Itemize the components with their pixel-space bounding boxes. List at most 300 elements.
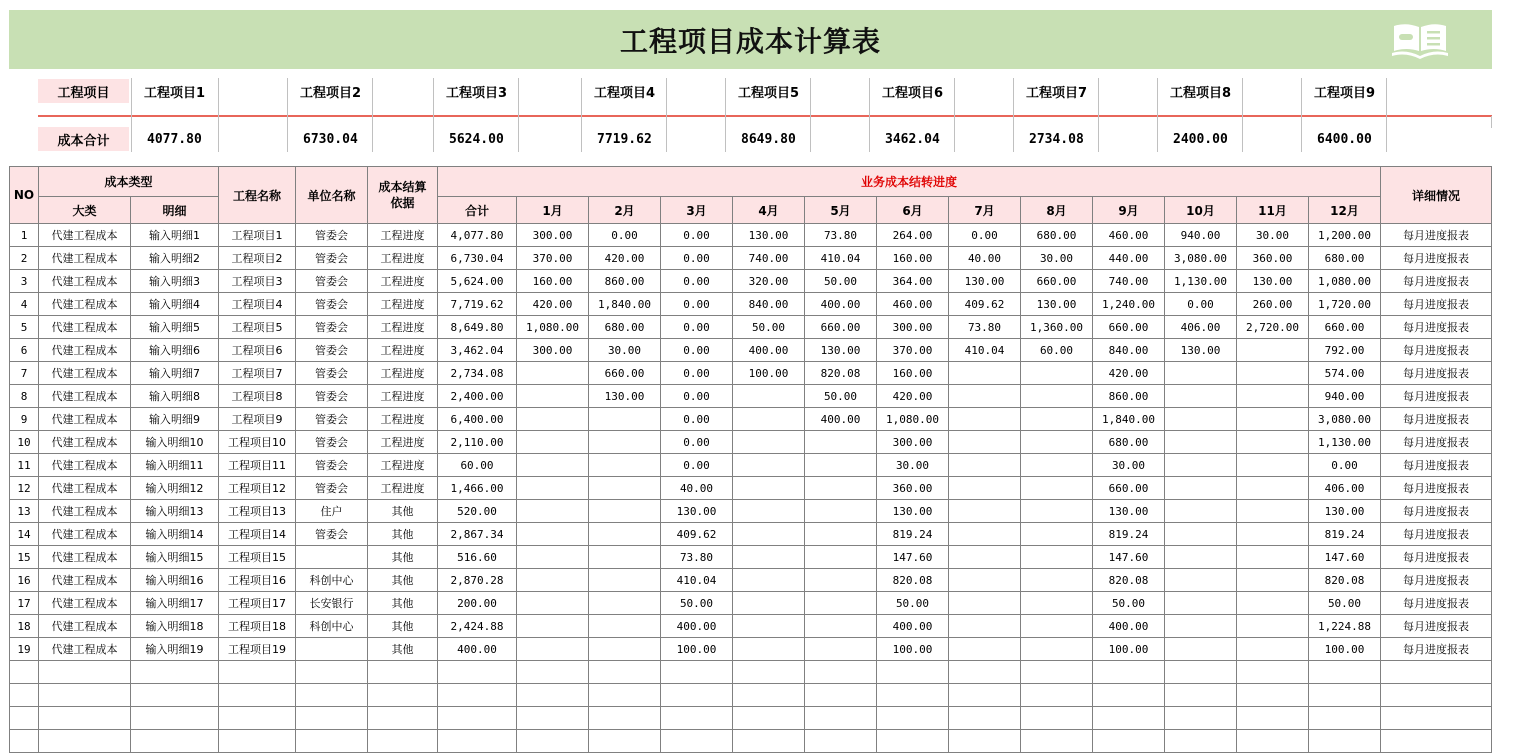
- empty-cell[interactable]: [296, 684, 368, 707]
- cell-month-2[interactable]: [589, 638, 661, 661]
- cell-project-name[interactable]: 工程项目6: [219, 339, 296, 362]
- cell-details[interactable]: 每月进度报表: [1381, 431, 1492, 454]
- cell-details[interactable]: 每月进度报表: [1381, 224, 1492, 247]
- cell-month-4[interactable]: [733, 408, 805, 431]
- cell-no[interactable]: 18: [10, 615, 39, 638]
- cell-month-11[interactable]: 260.00: [1237, 293, 1309, 316]
- cell-month-4[interactable]: 400.00: [733, 339, 805, 362]
- cell-month-4[interactable]: [733, 638, 805, 661]
- cell-month-8[interactable]: [1021, 638, 1093, 661]
- cell-project-name[interactable]: 工程项目11: [219, 454, 296, 477]
- cell-month-8[interactable]: 680.00: [1021, 224, 1093, 247]
- cell-month-9[interactable]: 820.08: [1093, 569, 1165, 592]
- cell-no[interactable]: 10: [10, 431, 39, 454]
- cell-category[interactable]: 代建工程成本: [39, 339, 131, 362]
- cell-basis[interactable]: 其他: [368, 569, 438, 592]
- cell-month-6[interactable]: 147.60: [877, 546, 949, 569]
- empty-cell[interactable]: [219, 707, 296, 730]
- empty-cell[interactable]: [1237, 661, 1309, 684]
- cell-unit-name[interactable]: 管委会: [296, 224, 368, 247]
- cell-month-10[interactable]: [1165, 408, 1237, 431]
- cell-month-10[interactable]: [1165, 546, 1237, 569]
- cell-month-3[interactable]: 0.00: [661, 408, 733, 431]
- cell-month-8[interactable]: [1021, 385, 1093, 408]
- cell-month-3[interactable]: 50.00: [661, 592, 733, 615]
- cell-month-10[interactable]: [1165, 569, 1237, 592]
- cell-month-4[interactable]: 320.00: [733, 270, 805, 293]
- cell-month-5[interactable]: [805, 638, 877, 661]
- cell-month-11[interactable]: [1237, 523, 1309, 546]
- cell-month-2[interactable]: 30.00: [589, 339, 661, 362]
- cell-month-10[interactable]: 130.00: [1165, 339, 1237, 362]
- cell-month-10[interactable]: 406.00: [1165, 316, 1237, 339]
- empty-cell[interactable]: [1237, 707, 1309, 730]
- cell-project-name[interactable]: 工程项目19: [219, 638, 296, 661]
- cell-basis[interactable]: 其他: [368, 638, 438, 661]
- cell-detail[interactable]: 输入明细19: [131, 638, 219, 661]
- cell-month-9[interactable]: 50.00: [1093, 592, 1165, 615]
- cell-month-9[interactable]: 100.00: [1093, 638, 1165, 661]
- cell-basis[interactable]: 其他: [368, 500, 438, 523]
- cell-basis[interactable]: 工程进度: [368, 408, 438, 431]
- empty-cell[interactable]: [517, 661, 589, 684]
- cell-basis[interactable]: 工程进度: [368, 477, 438, 500]
- cell-month-6[interactable]: 160.00: [877, 362, 949, 385]
- cell-detail[interactable]: 输入明细11: [131, 454, 219, 477]
- cell-basis[interactable]: 工程进度: [368, 362, 438, 385]
- cell-month-12[interactable]: 940.00: [1309, 385, 1381, 408]
- cell-month-3[interactable]: 0.00: [661, 385, 733, 408]
- cell-category[interactable]: 代建工程成本: [39, 247, 131, 270]
- empty-cell[interactable]: [1165, 661, 1237, 684]
- cell-month-8[interactable]: 60.00: [1021, 339, 1093, 362]
- cell-total[interactable]: 4,077.80: [438, 224, 517, 247]
- cell-month-7[interactable]: [949, 431, 1021, 454]
- cell-month-12[interactable]: 1,720.00: [1309, 293, 1381, 316]
- cell-month-4[interactable]: [733, 431, 805, 454]
- empty-cell[interactable]: [131, 707, 219, 730]
- cell-total[interactable]: 516.60: [438, 546, 517, 569]
- cell-month-10[interactable]: [1165, 477, 1237, 500]
- cell-month-6[interactable]: 460.00: [877, 293, 949, 316]
- cell-month-8[interactable]: [1021, 523, 1093, 546]
- cell-month-12[interactable]: 0.00: [1309, 454, 1381, 477]
- cell-month-3[interactable]: 409.62: [661, 523, 733, 546]
- cell-month-9[interactable]: 740.00: [1093, 270, 1165, 293]
- cell-month-1[interactable]: [517, 638, 589, 661]
- cell-month-5[interactable]: [805, 523, 877, 546]
- cell-month-8[interactable]: [1021, 477, 1093, 500]
- empty-cell[interactable]: [438, 707, 517, 730]
- cell-basis[interactable]: 工程进度: [368, 385, 438, 408]
- cell-unit-name[interactable]: 管委会: [296, 362, 368, 385]
- cell-category[interactable]: 代建工程成本: [39, 592, 131, 615]
- cell-project-name[interactable]: 工程项目2: [219, 247, 296, 270]
- cell-month-7[interactable]: [949, 362, 1021, 385]
- cell-detail[interactable]: 输入明细16: [131, 569, 219, 592]
- empty-cell[interactable]: [589, 730, 661, 753]
- cell-unit-name[interactable]: 科创中心: [296, 569, 368, 592]
- cell-month-12[interactable]: 1,224.88: [1309, 615, 1381, 638]
- cell-total[interactable]: 1,466.00: [438, 477, 517, 500]
- cell-month-7[interactable]: [949, 569, 1021, 592]
- cell-month-11[interactable]: 130.00: [1237, 270, 1309, 293]
- cell-month-8[interactable]: 1,360.00: [1021, 316, 1093, 339]
- cell-month-8[interactable]: [1021, 431, 1093, 454]
- cell-detail[interactable]: 输入明细5: [131, 316, 219, 339]
- cell-detail[interactable]: 输入明细17: [131, 592, 219, 615]
- cell-details[interactable]: 每月进度报表: [1381, 523, 1492, 546]
- cell-month-9[interactable]: 420.00: [1093, 362, 1165, 385]
- cell-month-3[interactable]: 40.00: [661, 477, 733, 500]
- cell-month-3[interactable]: 0.00: [661, 362, 733, 385]
- empty-cell[interactable]: [219, 661, 296, 684]
- cell-basis[interactable]: 工程进度: [368, 316, 438, 339]
- cell-month-7[interactable]: [949, 546, 1021, 569]
- empty-cell[interactable]: [1381, 730, 1492, 753]
- cell-month-5[interactable]: [805, 569, 877, 592]
- cell-month-8[interactable]: [1021, 546, 1093, 569]
- cell-month-3[interactable]: 0.00: [661, 247, 733, 270]
- cell-unit-name[interactable]: 管委会: [296, 316, 368, 339]
- cell-month-5[interactable]: 400.00: [805, 408, 877, 431]
- cell-month-7[interactable]: 410.04: [949, 339, 1021, 362]
- cell-month-1[interactable]: [517, 362, 589, 385]
- cell-month-3[interactable]: 73.80: [661, 546, 733, 569]
- cell-month-2[interactable]: [589, 454, 661, 477]
- cell-month-3[interactable]: 0.00: [661, 270, 733, 293]
- empty-cell[interactable]: [10, 707, 39, 730]
- cell-month-9[interactable]: 1,240.00: [1093, 293, 1165, 316]
- cell-month-4[interactable]: 740.00: [733, 247, 805, 270]
- cell-month-6[interactable]: 130.00: [877, 500, 949, 523]
- cell-total[interactable]: 2,424.88: [438, 615, 517, 638]
- empty-cell[interactable]: [1237, 684, 1309, 707]
- cell-details[interactable]: 每月进度报表: [1381, 339, 1492, 362]
- empty-cell[interactable]: [661, 684, 733, 707]
- cell-detail[interactable]: 输入明细2: [131, 247, 219, 270]
- empty-cell[interactable]: [517, 707, 589, 730]
- cell-month-9[interactable]: 147.60: [1093, 546, 1165, 569]
- cell-month-8[interactable]: 660.00: [1021, 270, 1093, 293]
- cell-month-9[interactable]: 819.24: [1093, 523, 1165, 546]
- cell-month-12[interactable]: 1,130.00: [1309, 431, 1381, 454]
- cell-month-2[interactable]: 660.00: [589, 362, 661, 385]
- empty-cell[interactable]: [10, 661, 39, 684]
- cell-month-9[interactable]: 1,840.00: [1093, 408, 1165, 431]
- cell-no[interactable]: 7: [10, 362, 39, 385]
- empty-cell[interactable]: [1021, 707, 1093, 730]
- cell-month-5[interactable]: 50.00: [805, 270, 877, 293]
- cell-month-2[interactable]: 1,840.00: [589, 293, 661, 316]
- cell-month-9[interactable]: 660.00: [1093, 316, 1165, 339]
- cell-month-5[interactable]: 130.00: [805, 339, 877, 362]
- empty-cell[interactable]: [949, 661, 1021, 684]
- cell-no[interactable]: 11: [10, 454, 39, 477]
- cell-category[interactable]: 代建工程成本: [39, 293, 131, 316]
- empty-cell[interactable]: [733, 684, 805, 707]
- cell-unit-name[interactable]: 管委会: [296, 408, 368, 431]
- cell-month-12[interactable]: 574.00: [1309, 362, 1381, 385]
- cell-month-4[interactable]: [733, 569, 805, 592]
- cell-month-11[interactable]: 2,720.00: [1237, 316, 1309, 339]
- cell-unit-name[interactable]: 住户: [296, 500, 368, 523]
- empty-cell[interactable]: [1381, 661, 1492, 684]
- cell-details[interactable]: 每月进度报表: [1381, 500, 1492, 523]
- cell-month-9[interactable]: 130.00: [1093, 500, 1165, 523]
- empty-cell[interactable]: [219, 730, 296, 753]
- cell-month-11[interactable]: [1237, 546, 1309, 569]
- cell-category[interactable]: 代建工程成本: [39, 569, 131, 592]
- cell-month-4[interactable]: [733, 592, 805, 615]
- cell-unit-name[interactable]: 管委会: [296, 293, 368, 316]
- cell-month-12[interactable]: 50.00: [1309, 592, 1381, 615]
- cell-month-9[interactable]: 840.00: [1093, 339, 1165, 362]
- cell-month-4[interactable]: 130.00: [733, 224, 805, 247]
- cell-total[interactable]: 7,719.62: [438, 293, 517, 316]
- cell-basis[interactable]: 其他: [368, 592, 438, 615]
- cell-category[interactable]: 代建工程成本: [39, 408, 131, 431]
- cell-details[interactable]: 每月进度报表: [1381, 615, 1492, 638]
- cell-month-10[interactable]: [1165, 385, 1237, 408]
- cell-total[interactable]: 520.00: [438, 500, 517, 523]
- cell-month-10[interactable]: [1165, 592, 1237, 615]
- cell-month-12[interactable]: 820.08: [1309, 569, 1381, 592]
- cell-month-8[interactable]: [1021, 500, 1093, 523]
- cell-total[interactable]: 2,734.08: [438, 362, 517, 385]
- empty-cell[interactable]: [296, 707, 368, 730]
- cell-month-11[interactable]: [1237, 615, 1309, 638]
- cell-month-3[interactable]: 130.00: [661, 500, 733, 523]
- empty-cell[interactable]: [39, 684, 131, 707]
- cell-category[interactable]: 代建工程成本: [39, 477, 131, 500]
- empty-cell[interactable]: [877, 707, 949, 730]
- cell-category[interactable]: 代建工程成本: [39, 638, 131, 661]
- cell-project-name[interactable]: 工程项目15: [219, 546, 296, 569]
- cell-details[interactable]: 每月进度报表: [1381, 362, 1492, 385]
- cell-details[interactable]: 每月进度报表: [1381, 408, 1492, 431]
- cell-no[interactable]: 19: [10, 638, 39, 661]
- cell-category[interactable]: 代建工程成本: [39, 454, 131, 477]
- empty-cell[interactable]: [368, 684, 438, 707]
- cell-no[interactable]: 4: [10, 293, 39, 316]
- cell-total[interactable]: 3,462.04: [438, 339, 517, 362]
- cell-detail[interactable]: 输入明细8: [131, 385, 219, 408]
- cell-month-6[interactable]: 360.00: [877, 477, 949, 500]
- cell-month-10[interactable]: [1165, 523, 1237, 546]
- cell-month-3[interactable]: 0.00: [661, 431, 733, 454]
- empty-cell[interactable]: [296, 730, 368, 753]
- cell-month-9[interactable]: 660.00: [1093, 477, 1165, 500]
- cell-total[interactable]: 2,110.00: [438, 431, 517, 454]
- cell-month-11[interactable]: 360.00: [1237, 247, 1309, 270]
- cell-category[interactable]: 代建工程成本: [39, 385, 131, 408]
- cell-month-10[interactable]: [1165, 454, 1237, 477]
- cell-month-5[interactable]: [805, 431, 877, 454]
- cell-month-5[interactable]: [805, 615, 877, 638]
- empty-cell[interactable]: [1093, 684, 1165, 707]
- cell-month-11[interactable]: [1237, 592, 1309, 615]
- cell-unit-name[interactable]: 管委会: [296, 385, 368, 408]
- cell-month-1[interactable]: 160.00: [517, 270, 589, 293]
- cell-no[interactable]: 16: [10, 569, 39, 592]
- cell-month-10[interactable]: [1165, 362, 1237, 385]
- cell-month-11[interactable]: [1237, 385, 1309, 408]
- cell-project-name[interactable]: 工程项目1: [219, 224, 296, 247]
- cell-basis[interactable]: 工程进度: [368, 431, 438, 454]
- cell-month-11[interactable]: [1237, 362, 1309, 385]
- cell-detail[interactable]: 输入明细14: [131, 523, 219, 546]
- cell-month-2[interactable]: [589, 592, 661, 615]
- cell-month-1[interactable]: [517, 523, 589, 546]
- empty-cell[interactable]: [661, 661, 733, 684]
- cell-month-4[interactable]: 50.00: [733, 316, 805, 339]
- cell-total[interactable]: 6,400.00: [438, 408, 517, 431]
- cell-detail[interactable]: 输入明细13: [131, 500, 219, 523]
- cell-month-9[interactable]: 460.00: [1093, 224, 1165, 247]
- cell-unit-name[interactable]: [296, 638, 368, 661]
- cell-category[interactable]: 代建工程成本: [39, 500, 131, 523]
- cell-month-11[interactable]: [1237, 454, 1309, 477]
- cell-no[interactable]: 9: [10, 408, 39, 431]
- cell-month-6[interactable]: 50.00: [877, 592, 949, 615]
- cell-month-7[interactable]: [949, 500, 1021, 523]
- cell-details[interactable]: 每月进度报表: [1381, 293, 1492, 316]
- cell-month-9[interactable]: 440.00: [1093, 247, 1165, 270]
- cell-month-6[interactable]: 370.00: [877, 339, 949, 362]
- cell-project-name[interactable]: 工程项目7: [219, 362, 296, 385]
- cell-month-7[interactable]: 130.00: [949, 270, 1021, 293]
- cell-category[interactable]: 代建工程成本: [39, 431, 131, 454]
- empty-cell[interactable]: [438, 661, 517, 684]
- empty-cell[interactable]: [733, 730, 805, 753]
- cell-month-3[interactable]: 0.00: [661, 316, 733, 339]
- cell-month-10[interactable]: [1165, 431, 1237, 454]
- cell-month-6[interactable]: 364.00: [877, 270, 949, 293]
- empty-cell[interactable]: [39, 707, 131, 730]
- empty-cell[interactable]: [219, 684, 296, 707]
- cell-month-11[interactable]: [1237, 339, 1309, 362]
- cell-month-12[interactable]: 130.00: [1309, 500, 1381, 523]
- cell-month-12[interactable]: 1,080.00: [1309, 270, 1381, 293]
- cell-month-12[interactable]: 100.00: [1309, 638, 1381, 661]
- cell-details[interactable]: 每月进度报表: [1381, 270, 1492, 293]
- cell-month-4[interactable]: [733, 615, 805, 638]
- cell-month-11[interactable]: [1237, 500, 1309, 523]
- cell-month-1[interactable]: [517, 385, 589, 408]
- cell-month-9[interactable]: 680.00: [1093, 431, 1165, 454]
- cell-month-10[interactable]: 1,130.00: [1165, 270, 1237, 293]
- cell-month-6[interactable]: 820.08: [877, 569, 949, 592]
- cell-month-5[interactable]: 660.00: [805, 316, 877, 339]
- cell-category[interactable]: 代建工程成本: [39, 270, 131, 293]
- cell-unit-name[interactable]: 管委会: [296, 523, 368, 546]
- cell-project-name[interactable]: 工程项目13: [219, 500, 296, 523]
- cell-category[interactable]: 代建工程成本: [39, 224, 131, 247]
- empty-cell[interactable]: [1165, 684, 1237, 707]
- cell-month-3[interactable]: 400.00: [661, 615, 733, 638]
- cell-total[interactable]: 60.00: [438, 454, 517, 477]
- cell-month-12[interactable]: 1,200.00: [1309, 224, 1381, 247]
- cell-month-3[interactable]: 0.00: [661, 454, 733, 477]
- cell-month-7[interactable]: [949, 638, 1021, 661]
- cell-month-7[interactable]: [949, 615, 1021, 638]
- empty-cell[interactable]: [1309, 730, 1381, 753]
- cell-project-name[interactable]: 工程项目9: [219, 408, 296, 431]
- empty-cell[interactable]: [1021, 684, 1093, 707]
- cell-month-8[interactable]: [1021, 592, 1093, 615]
- empty-cell[interactable]: [1165, 707, 1237, 730]
- cell-month-1[interactable]: 420.00: [517, 293, 589, 316]
- cell-detail[interactable]: 输入明细15: [131, 546, 219, 569]
- cell-month-11[interactable]: 30.00: [1237, 224, 1309, 247]
- cell-total[interactable]: 2,867.34: [438, 523, 517, 546]
- cell-month-1[interactable]: [517, 592, 589, 615]
- cell-month-8[interactable]: [1021, 615, 1093, 638]
- cell-detail[interactable]: 输入明细1: [131, 224, 219, 247]
- cell-month-2[interactable]: 680.00: [589, 316, 661, 339]
- cell-detail[interactable]: 输入明细6: [131, 339, 219, 362]
- cell-month-2[interactable]: [589, 615, 661, 638]
- cell-month-6[interactable]: 160.00: [877, 247, 949, 270]
- empty-cell[interactable]: [877, 730, 949, 753]
- cell-month-2[interactable]: [589, 477, 661, 500]
- cell-basis[interactable]: 工程进度: [368, 293, 438, 316]
- cell-month-7[interactable]: [949, 385, 1021, 408]
- cell-month-12[interactable]: 406.00: [1309, 477, 1381, 500]
- empty-cell[interactable]: [589, 684, 661, 707]
- empty-cell[interactable]: [368, 707, 438, 730]
- cell-category[interactable]: 代建工程成本: [39, 316, 131, 339]
- cell-project-name[interactable]: 工程项目10: [219, 431, 296, 454]
- empty-cell[interactable]: [949, 730, 1021, 753]
- cell-category[interactable]: 代建工程成本: [39, 615, 131, 638]
- empty-cell[interactable]: [517, 684, 589, 707]
- cell-month-12[interactable]: 819.24: [1309, 523, 1381, 546]
- cell-month-1[interactable]: [517, 500, 589, 523]
- cell-month-1[interactable]: [517, 431, 589, 454]
- cell-month-2[interactable]: [589, 569, 661, 592]
- cell-month-7[interactable]: 409.62: [949, 293, 1021, 316]
- cell-details[interactable]: 每月进度报表: [1381, 592, 1492, 615]
- cell-month-2[interactable]: [589, 408, 661, 431]
- cell-month-8[interactable]: [1021, 569, 1093, 592]
- cell-no[interactable]: 13: [10, 500, 39, 523]
- cell-month-6[interactable]: 300.00: [877, 431, 949, 454]
- cell-month-11[interactable]: [1237, 569, 1309, 592]
- cell-no[interactable]: 1: [10, 224, 39, 247]
- cell-no[interactable]: 15: [10, 546, 39, 569]
- cell-month-5[interactable]: [805, 592, 877, 615]
- empty-cell[interactable]: [131, 730, 219, 753]
- cell-unit-name[interactable]: 管委会: [296, 247, 368, 270]
- empty-cell[interactable]: [1309, 684, 1381, 707]
- cell-month-1[interactable]: 300.00: [517, 224, 589, 247]
- cell-detail[interactable]: 输入明细12: [131, 477, 219, 500]
- cell-month-4[interactable]: 100.00: [733, 362, 805, 385]
- cell-month-2[interactable]: 130.00: [589, 385, 661, 408]
- cell-month-11[interactable]: [1237, 431, 1309, 454]
- cell-project-name[interactable]: 工程项目5: [219, 316, 296, 339]
- cell-month-1[interactable]: [517, 615, 589, 638]
- cell-month-10[interactable]: [1165, 638, 1237, 661]
- cell-basis[interactable]: 工程进度: [368, 339, 438, 362]
- cell-month-11[interactable]: [1237, 477, 1309, 500]
- cell-month-5[interactable]: [805, 500, 877, 523]
- cell-month-4[interactable]: [733, 500, 805, 523]
- cell-month-4[interactable]: [733, 523, 805, 546]
- cell-month-7[interactable]: 73.80: [949, 316, 1021, 339]
